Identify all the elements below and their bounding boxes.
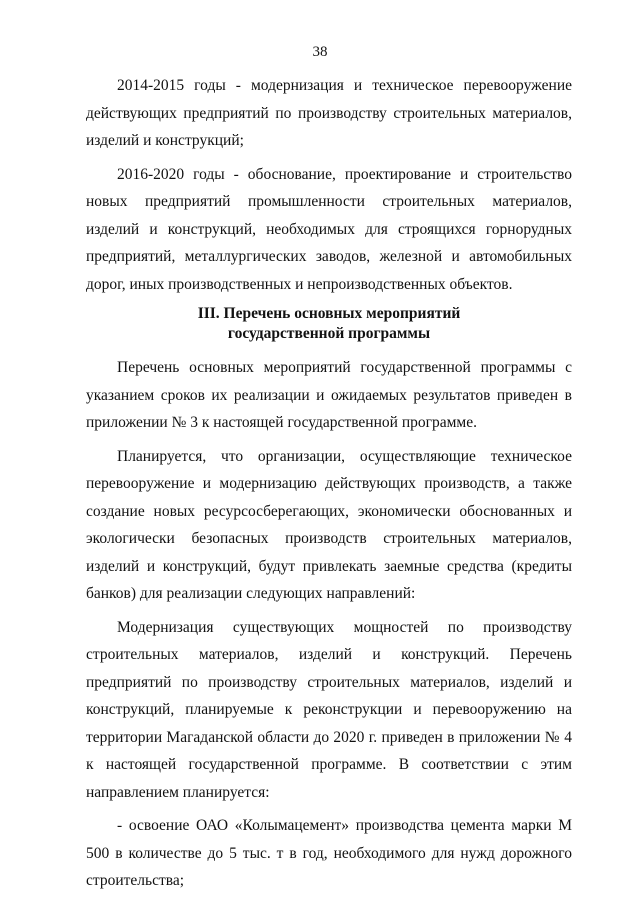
paragraph-planned-financing: Планируется, что организации, осуществляющие техническое перевооружение и модернизацию действующих производств, а также создание новых ресурсосберегающих, экономически обоснованных и экологически безопасных производств строительных материалов, изделий и конструкций, будут привлекать заемные средства (кредиты банков) для реализации следующих направлений: [86, 447, 572, 602]
section-heading [86, 304, 572, 344]
section-heading-line2: государственной программы [227, 325, 431, 342]
section-heading-line1: III. Перечень основных мероприятий [197, 305, 461, 322]
page-number: 38 [312, 44, 328, 60]
paragraph-2016-2020: 2016-2020 годы - обоснование, проектирование и строительство новых предприятий промышленности строительных материалов, изделий и конструкций, необходимых для строящихся горнорудных предприятий, металлургических заводов, железной и автомобильных дорог, иных производственных и непроизводственных объектов. [86, 165, 572, 293]
paragraph-2014-2015: 2014-2015 годы - модернизация и техническое перевооружение действующих предприятий по производству строительных материалов, изделий и конструкций; [86, 77, 572, 149]
paragraph-modernization: Модернизация существующих мощностей по производству строительных материалов, изделий и конструкций. Перечень предприятий по производству строительных материалов, изделий и конструкций, планируемые к реконструкции и перевооружению на территории Магаданской области до 2020 г. приведен в приложении № 4 к настоящей государственной программе. В соответствии с этим направлением планируется: [86, 618, 572, 801]
paragraph-kolymacement: - освоение ОАО «Колымацемент» производства цемента марки М 500 в количестве до 5 тыс. т в год, необходимого для нужд дорожного строительства; [86, 817, 572, 889]
document-body [86, 72, 572, 895]
paragraph-list-of-measures: Перечень основных мероприятий государственной программы с указанием сроков их реализации и ожидаемых результатов приведен в приложении № 3 к настоящей государственной программе. [86, 359, 572, 431]
